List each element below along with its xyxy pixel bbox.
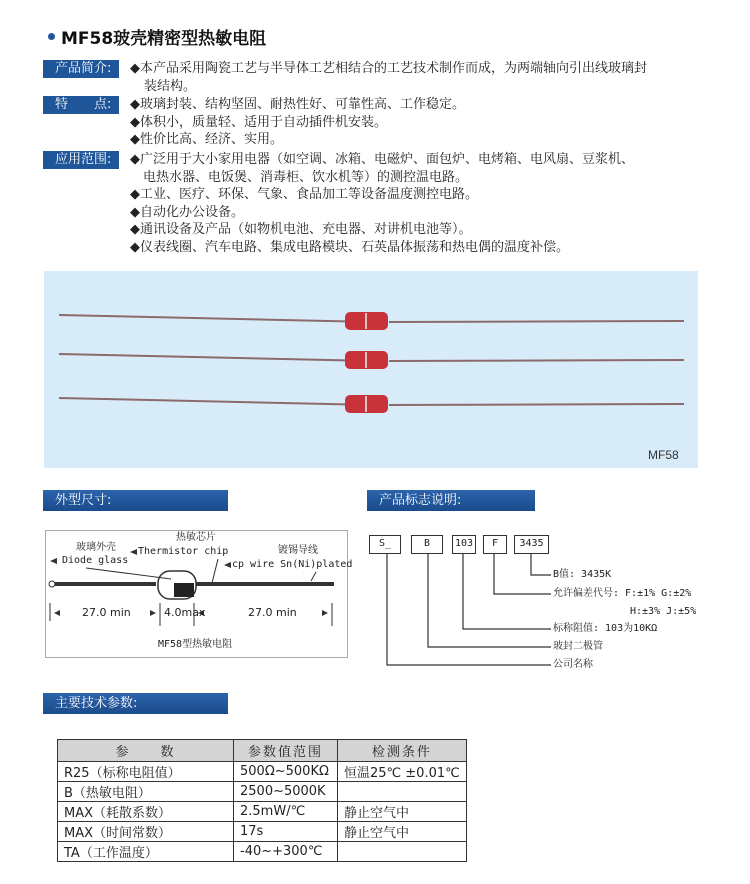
- desc-tolerance-2: H:±3% J:±5%: [630, 606, 697, 617]
- wire-label-en: cp wire Sn(Ni)plated: [232, 559, 353, 570]
- product-photo: [44, 271, 698, 468]
- specs-table: [57, 739, 467, 862]
- applications-text: [130, 151, 730, 257]
- cell: R25（标称电阻值）: [58, 762, 234, 782]
- col-param: 参 数: [58, 740, 234, 762]
- glass-label-en: Diode glass: [62, 555, 129, 566]
- label-intro: 产品简介:: [43, 60, 119, 78]
- code-resistance: 103: [452, 535, 476, 554]
- cell: 17s: [234, 822, 338, 842]
- desc-company: 公司名称: [553, 659, 593, 670]
- cell: [338, 842, 467, 862]
- line: ◆本产品采用陶瓷工艺与半导体工艺相结合的工艺技术制作而成，为两端轴向引出线玻璃封: [130, 61, 647, 76]
- cell: 500Ω~500KΩ: [234, 762, 338, 782]
- line: ◆广泛用于大小家用电器（如空调、冰箱、电磁炉、面包炉、电烤箱、电风扇、豆浆机、: [130, 152, 634, 167]
- code-type: B: [411, 535, 443, 554]
- col-condition: 检测条件: [338, 740, 467, 762]
- table-row: [58, 802, 467, 822]
- cell: B（热敏电阻）: [58, 782, 234, 802]
- line: 装结构。: [144, 78, 197, 94]
- cell: TA（工作温度）: [58, 842, 234, 862]
- table-row: [58, 782, 467, 802]
- chip-label-en: Thermistor chip: [138, 546, 229, 557]
- table-row: [58, 842, 467, 862]
- glass-label-cn: 玻璃外壳: [76, 542, 116, 553]
- desc-tolerance: 允许偏差代号: F:±1% G:±2%: [553, 588, 692, 599]
- wire-label-cn: 镀锡导线: [278, 545, 318, 556]
- bullet-icon: [48, 33, 55, 40]
- cell: [338, 782, 467, 802]
- dimension-diagram: [45, 530, 353, 658]
- section-specs: 主要技术参数:: [43, 693, 228, 714]
- cell: 2500~5000K: [234, 782, 338, 802]
- desc-type: 玻封二极管: [553, 641, 603, 652]
- page-title: [48, 24, 266, 49]
- line: ◆工业、医疗、环保、气象、食品加工等设备温度测控电路。: [130, 187, 478, 203]
- label-features: 特 点:: [43, 96, 119, 114]
- cell: 静止空气中: [338, 822, 467, 842]
- cell: 静止空气中: [338, 802, 467, 822]
- features-text: [130, 96, 730, 149]
- chip-label-cn: 热敏芯片: [176, 532, 216, 543]
- line: ◆性价比高、经济、实用。: [130, 132, 283, 148]
- marking-leader-lines: [365, 554, 565, 666]
- cell: MAX（时间常数）: [58, 822, 234, 842]
- cell: MAX（耗散系数）: [58, 802, 234, 822]
- desc-resistance: 标称阻值: 103为10KΩ: [553, 623, 658, 634]
- label-applications: 应用范围:: [43, 151, 119, 169]
- left-lead-length: 27.0 min: [82, 606, 131, 619]
- section-marking: 产品标志说明:: [367, 490, 535, 511]
- line: ◆玻璃封装、结构坚固、耐热性好、可靠性高、工作稳定。: [130, 97, 465, 112]
- cell: 2.5mW/℃: [234, 802, 338, 822]
- code-tolerance: F: [483, 535, 507, 554]
- desc-bvalue: B值: 3435K: [553, 569, 612, 580]
- photo-caption: MF58: [648, 448, 679, 462]
- table-row: [58, 762, 467, 782]
- title-text: MF58玻壳精密型热敏电阻: [61, 29, 267, 49]
- right-lead-length: 27.0 min: [248, 606, 297, 619]
- cell: 恒温25℃ ±0.01℃: [338, 762, 467, 782]
- section-dimensions: 外型尺寸:: [43, 490, 228, 511]
- line: ◆体积小，质量轻、适用于自动插件机安装。: [130, 114, 387, 130]
- table-header: [58, 740, 467, 762]
- line: ◆仪表线圈、汽车电路、集成电路模块、石英晶体振荡和热电偶的温度补偿。: [130, 239, 569, 255]
- line: ◆自动化办公设备。: [130, 204, 244, 220]
- code-bvalue: 3435: [514, 535, 549, 554]
- table-row: [58, 822, 467, 842]
- code-company: S_: [369, 535, 401, 554]
- line: 电热水器、电饭煲、消毒柜、饮水机等）的测控温电路。: [130, 169, 469, 185]
- col-range: 参数值范围: [234, 740, 338, 762]
- cell: -40~+300℃: [234, 842, 338, 862]
- intro-text: [130, 60, 730, 95]
- diagram-caption: MF58型热敏电阻: [158, 639, 233, 650]
- line: ◆通讯设备及产品（如物机电池、充电器、对讲机电池等）。: [130, 222, 472, 238]
- body-length: 4.0max: [164, 606, 206, 619]
- thermistor-photo-illustration: [44, 271, 698, 468]
